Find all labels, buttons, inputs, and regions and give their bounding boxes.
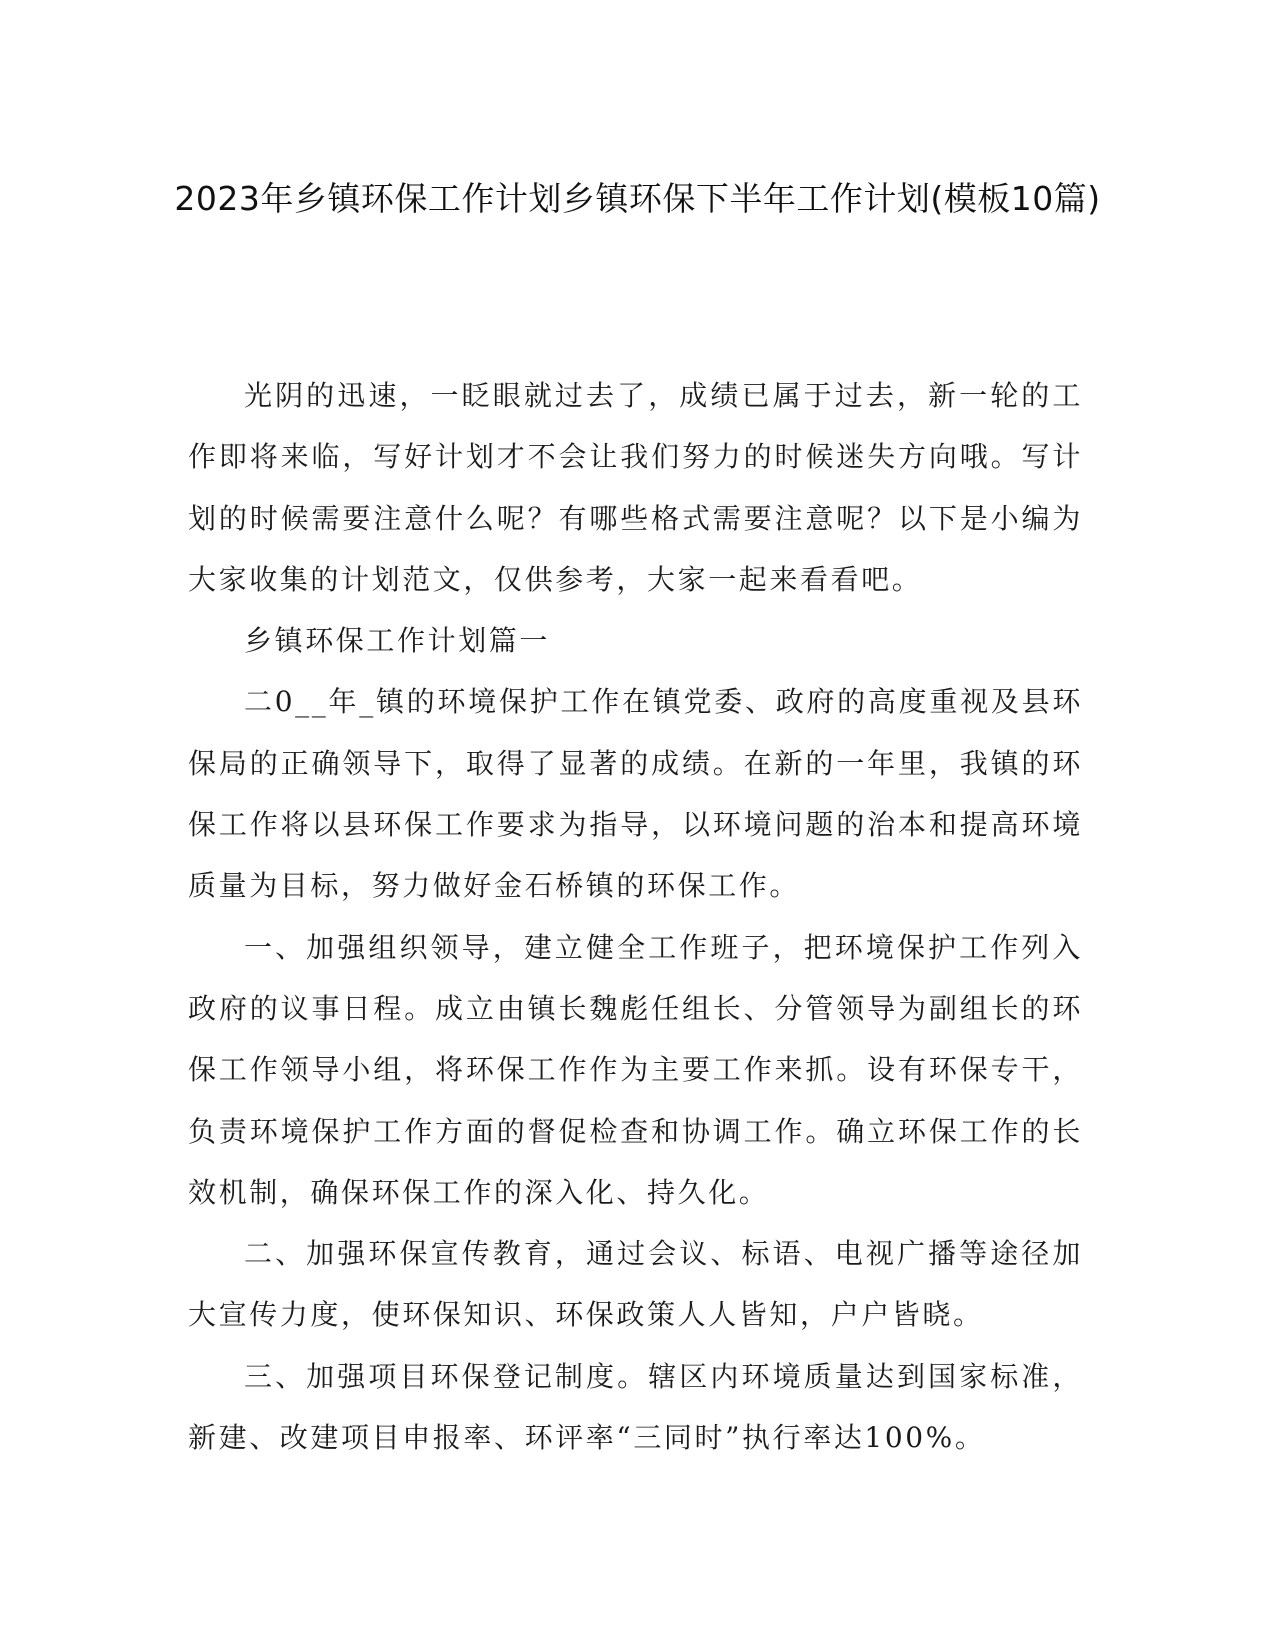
body-paragraph: 二0__年_镇的环境保护工作在镇党委、政府的高度重视及县环保局的正确领导下，取得了显著的成绩。在新的一年里，我镇的环保工作将以县环保工作要求为指导，以环境问题的治本和提高环境质量为目标，努力做好金石桥镇的环保工作。: [188, 685, 1083, 903]
body-paragraph: 二、加强环保宣传教育，通过会议、标语、电视广播等途径加大宣传力度，使环保知识、环保政策人人皆知，户户皆晓。: [188, 1237, 1083, 1332]
body-paragraph: 三、加强项目环保登记制度。辖区内环境质量达到国家标准，新建、改建项目申报率、环评率“三同时”执行率达100%。: [188, 1359, 1083, 1455]
section-heading: 乡镇环保工作计划篇一: [244, 624, 551, 658]
intro-paragraph: 光阴的迅速，一眨眼就过去了，成绩已属于过去，新一轮的工作即将来临，写好计划才不会让我们努力的时候迷失方向哦。写计划的时候需要注意什么呢？有哪些格式需要注意呢？以下是小编为大家收集的计划范文，仅供参考，大家一起来看看吧。: [188, 379, 1083, 596]
document-title: 2023年乡镇环保工作计划乡镇环保下半年工作计划(模板10篇): [174, 179, 1101, 218]
body-paragraph: 一、加强组织领导，建立健全工作班子，把环境保护工作列入政府的议事日程。成立由镇长魏彪任组长、分管领导为副组长的环保工作领导小组，将环保工作作为主要工作来抓。设有环保专干，负责环境保护工作方面的督促检查和协调工作。确立环保工作的长效机制，确保环保工作的深入化、持久化。: [188, 930, 1083, 1209]
document-body: [188, 365, 1083, 1468]
